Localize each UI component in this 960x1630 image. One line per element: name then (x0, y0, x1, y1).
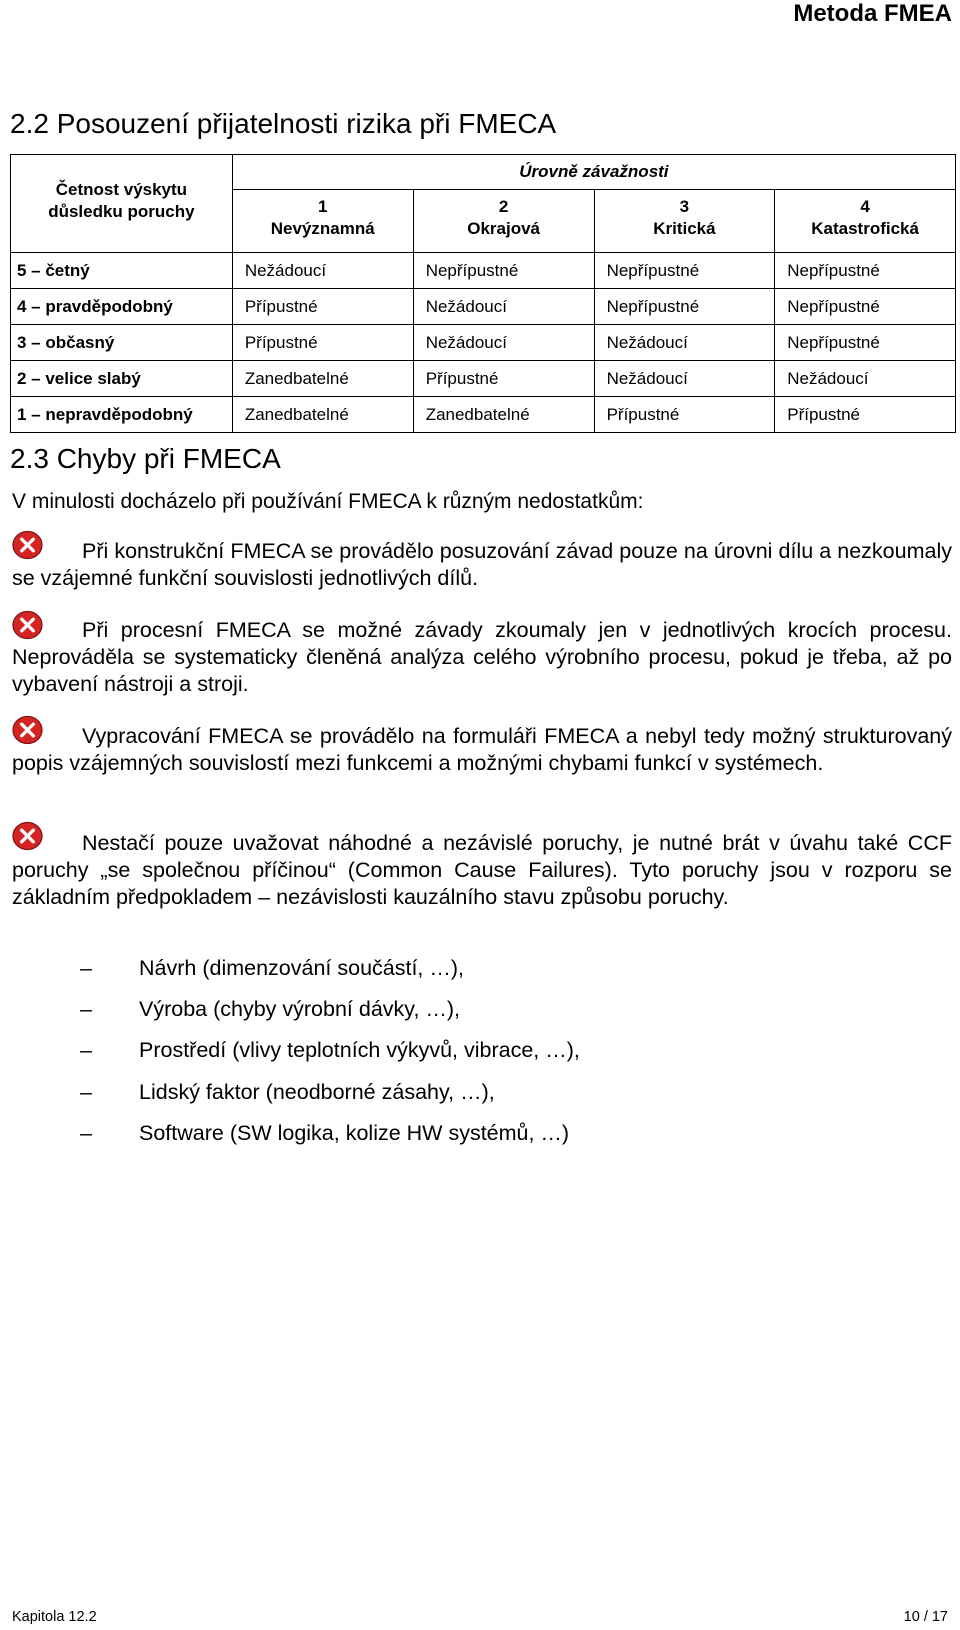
intro-paragraph: V minulosti docházelo při používání FMECA k různým nedostatkům: (12, 490, 644, 513)
table-row (11, 289, 956, 325)
severity-header-1: 1 Nevýznamná (232, 190, 413, 253)
risk-cell: Přípustné (775, 397, 956, 433)
risk-cell: Nežádoucí (594, 325, 775, 361)
risk-cell: Přípustné (232, 325, 413, 361)
risk-cell: Zanedbatelné (232, 397, 413, 433)
risk-cell: Nežádoucí (413, 325, 594, 361)
list-item: Prostředí (vlivy teplotních výkyvů, vibrace, …), (139, 1038, 580, 1062)
frequency-label: 2 – velice slabý (11, 361, 233, 397)
risk-cell: Nepřípustné (775, 289, 956, 325)
risk-cell: Přípustné (413, 361, 594, 397)
risk-cell: Přípustné (232, 289, 413, 325)
table-row (11, 253, 956, 289)
table-row (11, 397, 956, 433)
risk-cell: Zanedbatelné (232, 361, 413, 397)
risk-cell: Nežádoucí (775, 361, 956, 397)
severity-header-2: 2 Okrajová (413, 190, 594, 253)
risk-cell: Nepřípustné (413, 253, 594, 289)
severity-header-3: 3 Kritická (594, 190, 775, 253)
frequency-label: 3 – občasný (11, 325, 233, 361)
risk-cell: Zanedbatelné (413, 397, 594, 433)
corner-line-2: důsledku poruchy (48, 202, 195, 221)
bullet-paragraph-2: Při procesní FMECA se možné závady zkoumaly jen v jednotlivých krocích procesu. Neprováděla se systematicky členěná analýza celého výrobního procesu, pokud je třeba, až po vybavení nástroji a stroji. (12, 618, 952, 696)
footer-page-number: 10 / 17 (903, 1609, 948, 1625)
running-header-title: Metoda FMEA (793, 0, 952, 27)
risk-cell: Nežádoucí (413, 289, 594, 325)
risk-cell: Nepřípustné (775, 253, 956, 289)
risk-cell: Nežádoucí (232, 253, 413, 289)
risk-cell: Nežádoucí (594, 361, 775, 397)
severity-levels-header: Úrovně závažnosti (232, 155, 955, 190)
list-item: Návrh (dimenzování součástí, …), (139, 956, 465, 980)
list-item: Lidský faktor (neodborné zásahy, …), (139, 1080, 495, 1104)
frequency-label: 1 – nepravděpodobný (11, 397, 233, 433)
list-item: Výroba (chyby výrobní dávky, …), (139, 997, 461, 1021)
frequency-label: 5 – četný (11, 253, 233, 289)
table-row (11, 361, 956, 397)
frequency-label: 4 – pravděpodobný (11, 289, 233, 325)
dash-marker: – (80, 1121, 92, 1145)
risk-cell: Nepřípustné (594, 253, 775, 289)
dash-marker: – (80, 956, 92, 980)
dash-marker: – (80, 1038, 92, 1062)
risk-cell: Nepřípustné (775, 325, 956, 361)
bullet-paragraph-3: Vypracování FMECA se provádělo na formuláři FMECA a nebyl tedy možný strukturovaný popis vzájemných souvislostí mezi funkcemi a možnými chybami funkcí v systémech. (12, 724, 952, 775)
bullet-paragraph-1: Při konstrukční FMECA se provádělo posuzování závad pouze na úrovni dílu a nezkoumaly se vzájemné funkční souvislosti jednotlivých dílů. (12, 539, 952, 590)
table-row (11, 325, 956, 361)
table-corner-header (11, 155, 233, 253)
dash-marker: – (80, 997, 92, 1021)
section-2-3-title: 2.3 Chyby při FMECA (10, 443, 281, 474)
risk-cell: Přípustné (594, 397, 775, 433)
section-2-2-title: 2.2 Posouzení přijatelnosti rizika při FMECA (10, 108, 557, 139)
corner-line-1: Četnost výskytu (55, 180, 188, 199)
risk-cell: Nepřípustné (594, 289, 775, 325)
footer-chapter: Kapitola 12.2 (12, 1609, 97, 1625)
severity-header-4: 4 Katastrofická (775, 190, 956, 253)
bullet-paragraph-4: Nestačí pouze uvažovat náhodné a nezávislé poruchy, je nutné brát v úvahu také CCF poruchy „se společnou příčinou“ (Common Cause Failures). Tyto poruchy jsou v rozporu se základním předpokladem – nezávislosti kauzálního stavu způsobu poruchy. (12, 831, 952, 909)
list-item: Software (SW logika, kolize HW systémů, …) (139, 1121, 570, 1145)
dash-marker: – (80, 1080, 92, 1104)
risk-acceptability-table (10, 154, 956, 433)
